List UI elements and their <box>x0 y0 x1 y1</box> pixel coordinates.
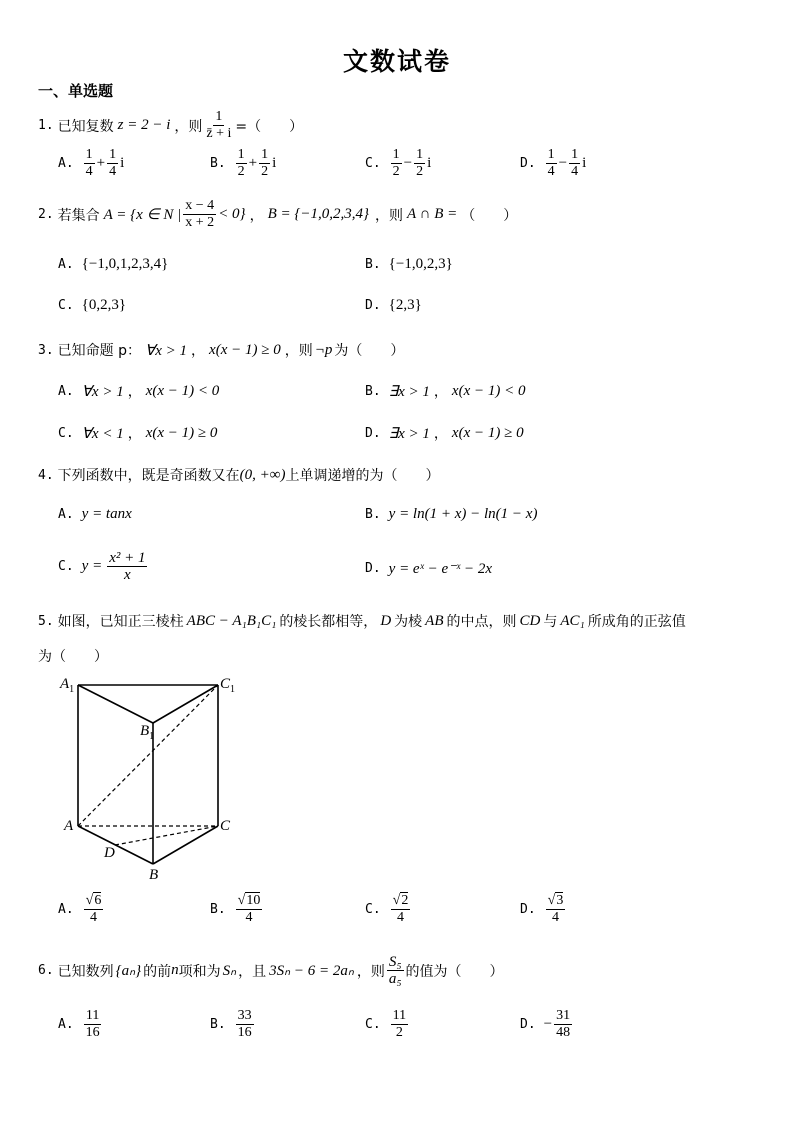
question-1-stem: 1. 已知复数 z = 2 − i ，则 $\frac{1}{z̄ + i}$ =（ ） <box>38 109 304 141</box>
edge-b1c1 <box>153 685 218 723</box>
option-6d[interactable]: D. − $\frac{31}{48}$ <box>520 1008 571 1040</box>
label-d: D <box>104 845 115 861</box>
option-5d[interactable]: D. $\frac{√3}{4}$ <box>520 893 564 925</box>
triangular-prism-diagram <box>58 668 248 883</box>
question-3-stem: 3. 已知命题 p： ∀x > 1 ， x(x − 1) ≥ 0 ，则 ¬p 为（ ） <box>38 341 405 359</box>
option-4c[interactable]: C. y = $\frac{\text{x² + 1}}{x}$ <box>58 550 146 583</box>
option-6b[interactable]: B. $\frac{33}{16}$ <box>210 1008 252 1040</box>
option-2a[interactable]: A. {−1,0,1,2,3,4} <box>58 256 169 272</box>
option-3d[interactable]: D. ∃x > 1 ， x(x − 1) ≥ 0 <box>365 424 524 442</box>
option-1a[interactable]: A. $\frac{1}{4}$ + $\frac{1}{4}$ i <box>58 147 125 179</box>
question-number: 3. <box>38 342 54 358</box>
question-2-stem: 2. 若集合 A = {x ∈ N | $\frac{x - 4}{x + 2}$ < 0} ， B = {−1,0,2,3,4} ，则 A ∩ B = （ ） <box>38 198 518 230</box>
question-number: 5. <box>38 613 54 629</box>
page-title: 文数试卷 <box>342 47 451 76</box>
label-b1: $B_1$ <box>140 723 155 742</box>
option-3b[interactable]: B. ∃x > 1 ， x(x − 1) < 0 <box>365 382 526 400</box>
question-number: 6. <box>38 963 54 978</box>
question-number: 4. <box>38 467 54 483</box>
question-6-stem: 6. 已知数列 {aₙ} 的前 n 项和为 Sₙ ，且 3Sₙ − 6 = 2aₙ ，则 $\frac{\text{S₅}}{\text{a₅}}$ 的值为（ ） <box>38 954 504 987</box>
prism-figure <box>58 668 248 883</box>
label-b: B <box>149 867 159 883</box>
option-1b[interactable]: B. $\frac{1}{2}$ + $\frac{1}{2}$ i <box>210 147 277 179</box>
segment-ac1 <box>78 685 218 826</box>
option-5c[interactable]: C. $\frac{√2}{4}$ <box>365 893 409 925</box>
option-3a[interactable]: A. ∀x > 1 ， x(x − 1) < 0 <box>58 382 220 400</box>
option-5a[interactable]: A. $\frac{√6}{4}$ <box>58 893 102 925</box>
fraction: $\frac{1}{z̄ + i}$ <box>206 109 232 141</box>
question-5-stem: 5. 如图，已知正三棱柱 ABC − A₁B₁C₁ 的棱长都相等， D 为棱 AB 的中点，则 CD 与 AC₁ 所成角的正弦值 <box>38 612 686 630</box>
label-a1: $A_1$ <box>60 676 75 695</box>
option-2d[interactable]: D. {2,3} <box>365 297 422 313</box>
label-c1: $C_1$ <box>220 676 236 695</box>
option-5b[interactable]: B. $\frac{√10}{4}$ <box>210 893 261 925</box>
section-heading: 一、单选题 <box>38 82 114 100</box>
option-3c[interactable]: C. ∀x < 1 ， x(x − 1) ≥ 0 <box>58 424 218 442</box>
option-4d[interactable]: D. y = eˣ − e⁻ˣ − 2x <box>365 561 493 577</box>
edge-a1b1 <box>78 685 153 723</box>
option-4a[interactable]: A. y = tanx <box>58 506 132 522</box>
question-4-stem: 4. 下列函数中，既是奇函数又在 (0, +∞) 上单调递增的为（ ） <box>38 466 440 484</box>
option-4b[interactable]: B. y = ln(1 + x) − ln(1 − x) <box>365 506 538 522</box>
option-2c[interactable]: C. {0,2,3} <box>58 297 127 313</box>
option-1c[interactable]: C. $\frac{1}{2}$ − $\frac{1}{2}$ i <box>365 147 432 179</box>
question-5-stem-cont: 为（ ） <box>38 649 108 665</box>
question-number: 1. <box>38 118 54 133</box>
option-2b[interactable]: B. {−1,0,2,3} <box>365 256 453 272</box>
question-number: 2. <box>38 207 54 222</box>
option-6a[interactable]: A. $\frac{11}{16}$ <box>58 1008 100 1040</box>
label-a: A <box>64 818 74 834</box>
option-1d[interactable]: D. $\frac{1}{4}$ − $\frac{1}{4}$ i <box>520 147 587 179</box>
option-6c[interactable]: C. $\frac{11}{2}$ <box>365 1008 407 1040</box>
label-c: C <box>220 818 231 834</box>
